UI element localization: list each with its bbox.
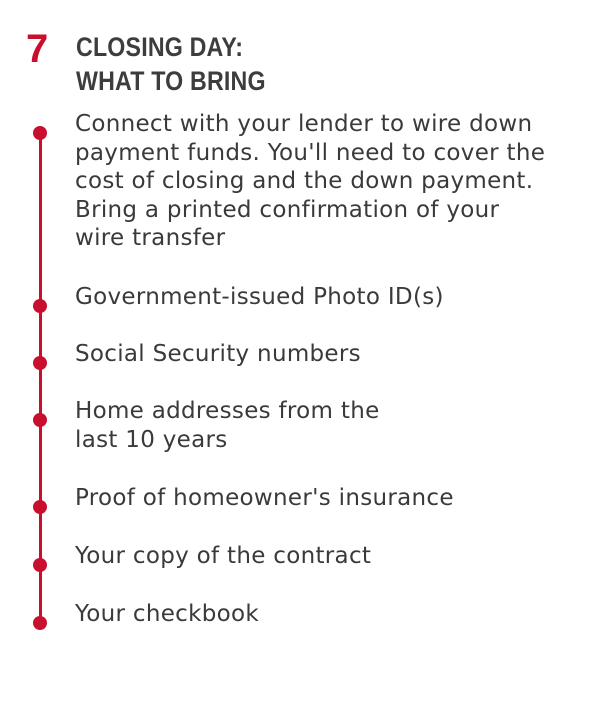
bullet-dot-icon (33, 500, 47, 514)
checklist-item-text: Home addresses from the last 10 years (75, 398, 380, 453)
heading-line-2: WHAT TO BRING (76, 66, 266, 96)
checklist-item-text: Proof of homeowner's insurance (75, 485, 454, 511)
checklist-item-text: Social Security numbers (75, 341, 361, 367)
step-number: 7 (26, 27, 49, 71)
bullet-dot-icon (33, 299, 47, 313)
checklist-item-text: Connect with your lender to wire down payment funds. You'll need to cover the cost of closing and the down payment. Bring a printed confirmation of your wire transfer (75, 111, 546, 251)
bullet-dot-icon (33, 616, 47, 630)
checklist-item-text: Government-issued Photo ID(s) (75, 284, 444, 310)
bullet-dot-icon (33, 356, 47, 370)
checklist-item-text: Your copy of the contract (75, 543, 372, 569)
bullet-dot-icon (33, 558, 47, 572)
checklist-item-text: Your checkbook (75, 601, 260, 627)
bullet-dot-icon (33, 413, 47, 427)
heading-line-1: CLOSING DAY: (76, 32, 244, 62)
bullet-dot-icon (33, 126, 47, 140)
